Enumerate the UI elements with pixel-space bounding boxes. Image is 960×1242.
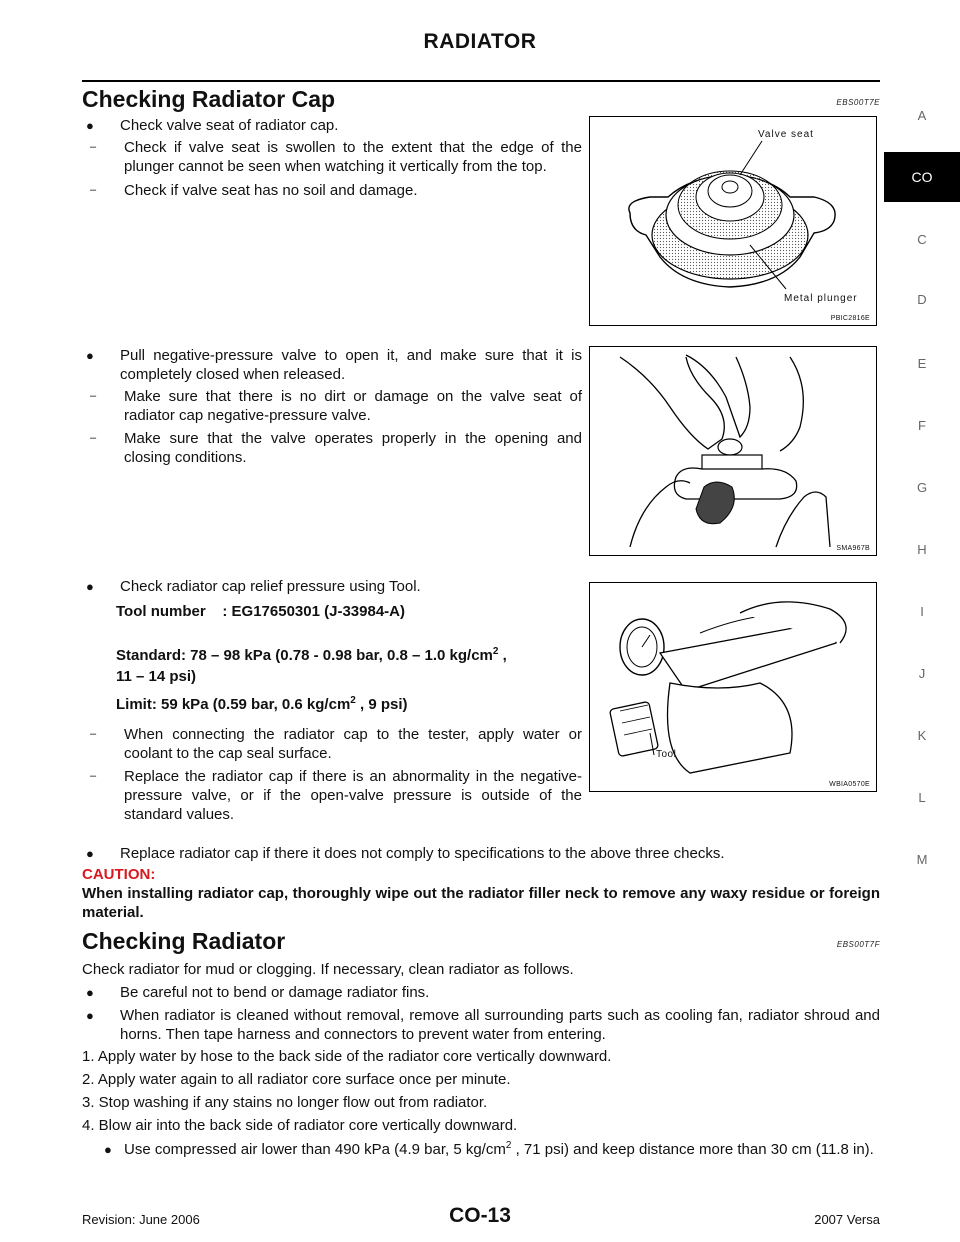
list-item xyxy=(82,725,582,763)
list-item xyxy=(82,346,582,384)
list-item xyxy=(82,767,582,824)
list-item-text: Replace radiator cap if there it does not comply to specifications to the above three checks. xyxy=(120,845,725,862)
list-item xyxy=(82,844,880,863)
list-item-text: Check valve seat of radiator cap. xyxy=(120,117,339,134)
figure-label-valve-seat: Valve seat xyxy=(758,129,814,140)
section-code: EBS00T7E xyxy=(836,98,880,107)
list-item-text: Check if valve seat has no soil and damage. xyxy=(124,182,418,199)
dash-icon: – xyxy=(90,432,97,444)
section-title: Checking Radiator Cap xyxy=(82,86,336,112)
list-item xyxy=(82,1006,880,1044)
side-tab-f[interactable]: F xyxy=(918,418,926,433)
figure-label-tool: Tool xyxy=(656,749,677,760)
list-item-text: Pull negative-pressure valve to open it, and make sure that it is completely closed when released. xyxy=(120,347,582,383)
side-tab-d[interactable]: D xyxy=(917,292,927,307)
list-item xyxy=(82,429,582,467)
side-tab-i[interactable]: I xyxy=(920,604,924,619)
figure-pressure-tester xyxy=(589,582,877,792)
air-pressure-sup: 2 xyxy=(505,1140,512,1151)
air-pressure-text-end: , 71 psi) and keep distance more than 30 cm (11.8 in). xyxy=(511,1141,874,1158)
bullet-icon: ● xyxy=(86,348,94,363)
list-item-text: When radiator is cleaned without removal, remove all surrounding parts such as cooling fan, radiator shroud and horns. Then tape harness and connectors to prevent water from entering. xyxy=(120,1007,880,1043)
standard-text: Standard: 78 – 98 kPa (0.78 - 0.98 bar, 0.8 – 1.0 kg/cm xyxy=(116,647,493,664)
list-item-text: Be careful not to bend or damage radiator fins. xyxy=(120,984,430,1001)
limit-text-end: , 9 psi) xyxy=(355,696,408,713)
hands-valve-illustration xyxy=(590,347,876,555)
list-item xyxy=(82,138,582,176)
list-item-text xyxy=(124,1140,874,1159)
footer-page-number: CO-13 xyxy=(449,1204,511,1227)
standard-value xyxy=(116,645,576,687)
list-item xyxy=(82,116,582,135)
air-pressure-text: Use compressed air lower than 490 kPa (4.9 bar, 5 kg/cm xyxy=(124,1141,506,1158)
side-tab-l[interactable]: L xyxy=(918,790,926,805)
figure-code: WBIA0570E xyxy=(829,781,870,788)
caution-label: CAUTION: xyxy=(82,866,156,883)
header-rule xyxy=(82,80,880,82)
list-item-text: Make sure that the valve operates properly in the opening and closing conditions. xyxy=(124,430,582,466)
section-heading-radiator xyxy=(82,928,880,958)
side-tab-co[interactable]: CO xyxy=(884,152,960,202)
page-header-title: RADIATOR xyxy=(423,30,537,53)
step-4: 4. Blow air into the back side of radiator core vertically downward. xyxy=(82,1117,518,1134)
list-item-text: Replace the radiator cap if there is an abnormality in the negative-pressure valve, or if the open-valve pressure is outside of the standard values. xyxy=(124,768,582,823)
bullet-icon: ● xyxy=(86,846,94,861)
side-tab-m[interactable]: M xyxy=(916,852,928,867)
list-item xyxy=(82,181,582,200)
list-item xyxy=(100,1140,880,1159)
side-tab-j[interactable]: J xyxy=(918,666,926,681)
section-code: EBS00T7F xyxy=(836,940,880,949)
caution-text: When installing radiator cap, thoroughly wipe out the radiator filler neck to remove any waxy residue or foreign material. xyxy=(82,885,880,921)
dash-icon: – xyxy=(90,184,97,196)
bullet-icon: ● xyxy=(86,985,94,1000)
figure-label-metal-plunger: Metal plunger xyxy=(784,293,858,304)
side-tab-g[interactable]: G xyxy=(916,480,928,495)
side-tab-a[interactable]: A xyxy=(917,108,927,123)
section-title: Checking Radiator xyxy=(82,928,286,954)
dash-icon: – xyxy=(90,728,97,740)
side-tab-h[interactable]: H xyxy=(917,542,927,557)
limit-text: Limit: 59 kPa (0.59 bar, 0.6 kg/cm xyxy=(116,696,351,713)
side-tab-k[interactable]: K xyxy=(917,728,927,743)
dash-icon: – xyxy=(90,141,97,153)
limit-value xyxy=(116,696,408,713)
list-item-text: When connecting the radiator cap to the tester, apply water or coolant to the cap seal surface. xyxy=(124,726,582,762)
step-2: 2. Apply water again to all radiator core surface once per minute. xyxy=(82,1071,511,1088)
figure-code: SMA967B xyxy=(836,545,870,552)
list-item-text: Check radiator cap relief pressure using Tool. xyxy=(120,578,421,595)
section2-intro: Check radiator for mud or clogging. If necessary, clean radiator as follows. xyxy=(82,961,574,978)
bullet-icon: ● xyxy=(86,579,94,594)
list-item xyxy=(82,577,582,596)
side-tab-e[interactable]: E xyxy=(917,356,927,371)
list-item xyxy=(82,387,582,425)
list-item xyxy=(82,983,880,1002)
step-1: 1. Apply water by hose to the back side of the radiator core vertically downward. xyxy=(82,1048,612,1065)
pressure-tester-illustration xyxy=(590,583,876,791)
standard-text-end: , xyxy=(498,647,507,664)
bullet-icon: ● xyxy=(86,118,94,133)
figure-code: PBIC2816E xyxy=(830,315,870,322)
standard-text-line2: 11 – 14 psi) xyxy=(116,668,197,685)
figure-radiator-cap xyxy=(589,116,877,326)
bullet-icon: ● xyxy=(104,1142,112,1157)
list-item-text: Check if valve seat is swollen to the extent that the edge of the plunger cannot be seen when watching it vertically from the top. xyxy=(124,139,582,175)
figure-negative-pressure-valve xyxy=(589,346,877,556)
dash-icon: – xyxy=(90,390,97,402)
section-heading-radiator-cap xyxy=(82,86,880,116)
bullet-icon: ● xyxy=(86,1008,94,1023)
tool-number: Tool number : EG17650301 (J-33984-A) xyxy=(116,603,405,620)
footer-model: 2007 Versa xyxy=(814,1212,880,1227)
footer-revision: Revision: June 2006 xyxy=(82,1212,200,1227)
dash-icon: – xyxy=(90,770,97,782)
list-item-text: Make sure that there is no dirt or damage on the valve seat of radiator cap negative-pressure valve. xyxy=(124,388,582,424)
limit-sup: 2 xyxy=(350,695,356,706)
step-3: 3. Stop washing if any stains no longer flow out from radiator. xyxy=(82,1094,488,1111)
standard-sup: 2 xyxy=(492,646,499,657)
side-tab-c[interactable]: C xyxy=(917,232,927,247)
